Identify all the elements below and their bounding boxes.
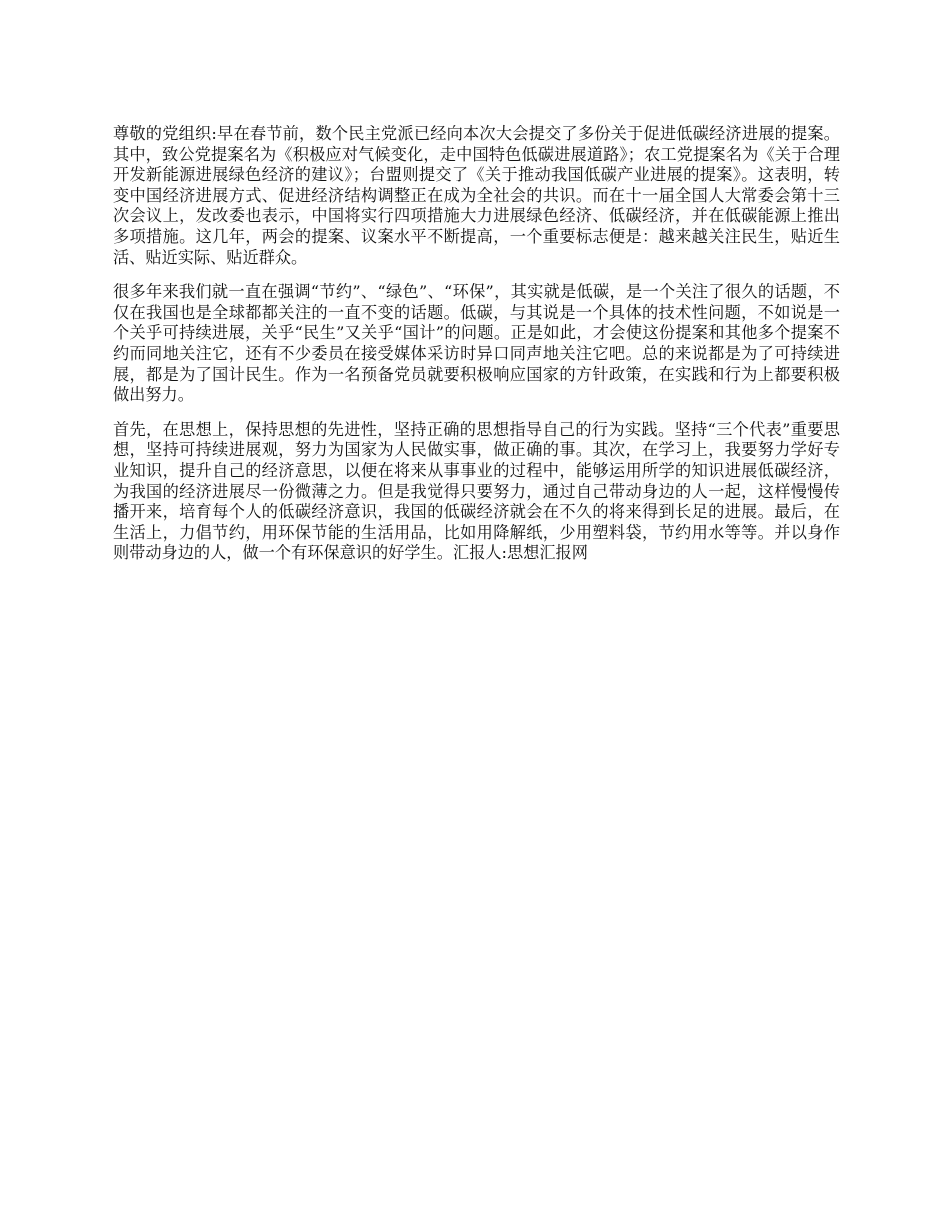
paragraph-low-carbon: 很多年来我们就一直在强调“节约”、“绿色”、“环保”，其实就是低碳，是一个关注了很久的话题，不仅在我国也是全球都都关注的一直不变的话题。低碳，与其说是一个具体的技术性问题，不如说是一个关乎可持续进展，关乎“民生”又关乎“国计”的问题。正是如此，才会使这份提案和其他多个提案不约而同地关注它，还有不少委员在接受媒体采访时异口同声地关注它吧。总的来说都是为了可持续进展，都是为了国计民生。作为一名预备党员就要积极响应国家的方针政策，在实践和行为上都要积极做出努力。 xyxy=(113,282,840,405)
paragraph-intro: 尊敬的党组织:早在春节前，数个民主党派已经向本次大会提交了多份关于促进低碳经济进展的提案。其中，致公党提案名为《积极应对气候变化，走中国特色低碳进展道路》；农工党提案名为《关于合理开发新能源进展绿色经济的建议》；台盟则提交了《关于推动我国低碳产业进展的提案》。这表明，转变中国经济进展方式、促进经济结构调整正在成为全社会的共识。而在十一届全国人大常委会第十三次会议上，发改委也表示，中国将实行四项措施大力进展绿色经济、低碳经济，并在低碳能源上推出多项措施。这几年，两会的提案、议案水平不断提高，一个重要标志便是：越来越关注民生，贴近生活、贴近实际、贴近群众。 xyxy=(113,124,840,267)
document-body xyxy=(113,124,840,578)
paragraph-actions: 首先，在思想上，保持思想的先进性，坚持正确的思想指导自己的行为实践。坚持“三个代表”重要思想，坚持可持续进展观，努力为国家为人民做实事，做正确的事。其次，在学习上，我要努力学好专业知识，提升自己的经济意思，以便在将来从事事业的过程中，能够运用所学的知识进展低碳经济，为我国的经济进展尽一份微薄之力。但是我觉得只要努力，通过自己带动身边的人一起，这样慢慢传播开来，培育每个人的低碳经济意识，我国的低碳经济就会在不久的将来得到长足的进展。最后，在生活上，力倡节约，用环保节能的生活用品，比如用降解纸，少用塑料袋，节约用水等等。并以身作则带动身边的人，做一个有环保意识的好学生。汇报人:思想汇报网 xyxy=(113,419,840,563)
